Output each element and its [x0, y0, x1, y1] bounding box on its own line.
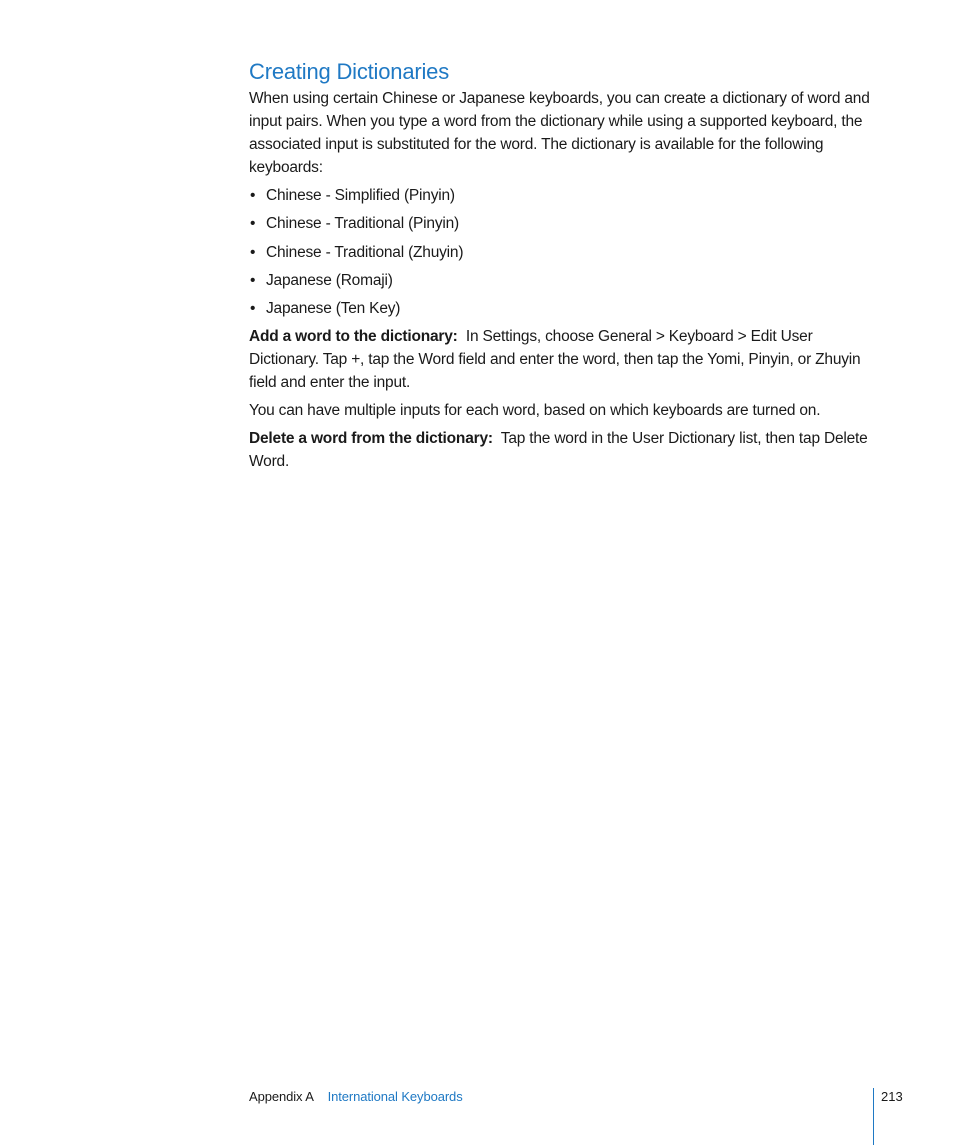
list-item: [249, 297, 871, 320]
section-title: Creating Dictionaries: [249, 59, 449, 84]
list-item-label: Chinese - Traditional (Pinyin): [266, 215, 460, 233]
bullet-icon: •: [250, 243, 256, 261]
footer-divider: [873, 1088, 874, 1145]
list-item-label: Japanese (Ten Key): [266, 300, 401, 318]
main-content: [249, 58, 871, 478]
footer-chapter-label: Appendix A: [249, 1089, 314, 1104]
keyboard-list: [249, 184, 871, 320]
list-item: [249, 269, 871, 292]
multiple-inputs-paragraph: You can have multiple inputs for each word, based on which keyboards are turned on.: [249, 402, 821, 420]
list-item: [249, 212, 871, 235]
delete-word-lead: Delete a word from the dictionary:: [249, 430, 493, 448]
list-item: [249, 184, 871, 207]
bullet-icon: •: [250, 187, 256, 204]
delete-word-text: Tap the word in the User Dictionary list, then tap Delete Word.: [249, 430, 868, 471]
list-item-label: Chinese - Simplified (Pinyin): [266, 187, 455, 204]
add-word-text: In Settings, choose General > Keyboard > Edit User Dictionary. Tap +, tap the Word field and enter the word, then tap the Yomi, Pinyin, or Zhuyin field and enter the input.: [249, 328, 861, 392]
intro-paragraph: When using certain Chinese or Japanese keyboards, you can create a dictionary of word and input pairs. When you type a word from the dictionary while using a supported keyboard, the associated input is substituted for the word. The dictionary is available for the following keyboards:: [249, 90, 870, 176]
bullet-icon: •: [250, 271, 256, 289]
list-item-label: Japanese (Romaji): [266, 271, 393, 289]
bullet-icon: •: [250, 215, 256, 233]
bullet-icon: •: [250, 300, 256, 318]
footer-chapter-title[interactable]: International Keyboards: [327, 1089, 463, 1104]
page-number: 213: [881, 1089, 903, 1104]
delete-word-paragraph: [249, 427, 871, 473]
add-word-lead: Add a word to the dictionary:: [249, 328, 458, 346]
add-word-paragraph: [249, 325, 871, 394]
list-item-label: Chinese - Traditional (Zhuyin): [266, 243, 464, 261]
list-item: [249, 241, 871, 264]
page-footer: [249, 1088, 463, 1106]
